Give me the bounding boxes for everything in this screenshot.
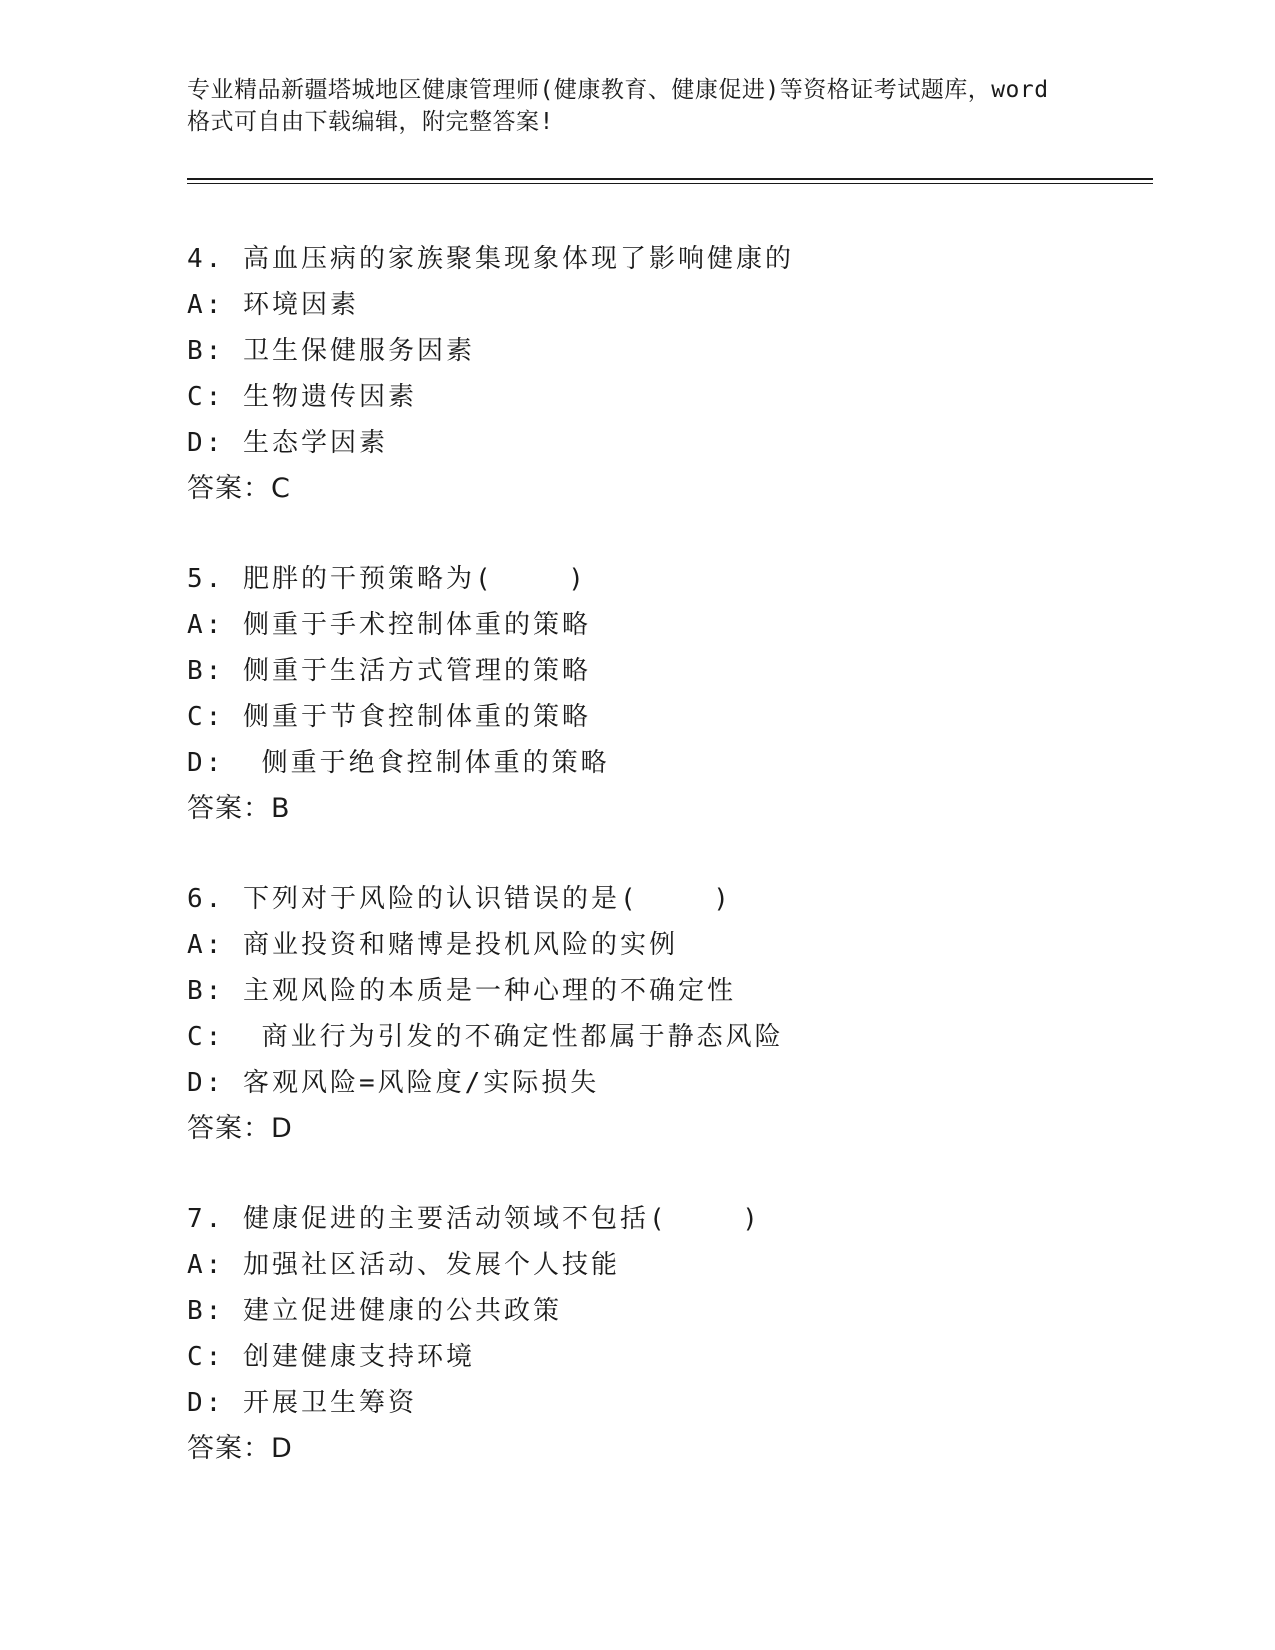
option-a: A: 侧重于手术控制体重的策略 (187, 610, 591, 640)
answer-line: 答案：D (187, 1113, 293, 1144)
header-line-2: 格式可自由下载编辑，附完整答案! (187, 109, 554, 135)
option-c: C: 创建健康支持环境 (187, 1342, 475, 1372)
answer-line: 答案：D (187, 1433, 293, 1464)
option-a: A: 加强社区活动、发展个人技能 (187, 1250, 620, 1280)
question-7 (187, 1196, 1147, 1472)
answer-line: 答案：B (187, 793, 291, 824)
option-c: C: 侧重于节食控制体重的策略 (187, 702, 591, 732)
question-6 (187, 876, 1147, 1152)
option-b: B: 建立促进健康的公共政策 (187, 1296, 562, 1326)
option-b: B: 卫生保健服务因素 (187, 336, 475, 366)
option-d: D: 生态学因素 (187, 428, 388, 458)
option-d: D: 客观风险=风险度/实际损失 (187, 1068, 600, 1098)
option-c: C: 生物遗传因素 (187, 382, 417, 412)
option-c: C: 商业行为引发的不确定性都属于静态风险 (187, 1022, 784, 1052)
question-stem: 6. 下列对于风险的认识错误的是( ) (187, 884, 732, 914)
option-a: A: 商业投资和赌博是投机风险的实例 (187, 930, 678, 960)
question-stem: 7. 健康促进的主要活动领域不包括( ) (187, 1204, 761, 1234)
option-a: A: 环境因素 (187, 290, 359, 320)
option-d: D: 开展卫生筹资 (187, 1388, 417, 1418)
option-b: B: 侧重于生活方式管理的策略 (187, 656, 591, 686)
question-stem: 4. 高血压病的家族聚集现象体现了影响健康的 (187, 244, 794, 274)
document-header (187, 74, 1087, 138)
question-4 (187, 236, 1147, 512)
header-divider-thin (187, 183, 1153, 184)
option-d: D: 侧重于绝食控制体重的策略 (187, 748, 610, 778)
answer-line: 答案：C (187, 473, 291, 504)
question-stem: 5. 肥胖的干预策略为( ) (187, 564, 587, 594)
question-5 (187, 556, 1147, 832)
question-list (187, 236, 1147, 1516)
option-b: B: 主观风险的本质是一种心理的不确定性 (187, 976, 736, 1006)
header-line-1: 专业精品新疆塔城地区健康管理师(健康教育、健康促进)等资格证考试题库，word (187, 77, 1049, 103)
header-divider-thick (187, 178, 1153, 180)
